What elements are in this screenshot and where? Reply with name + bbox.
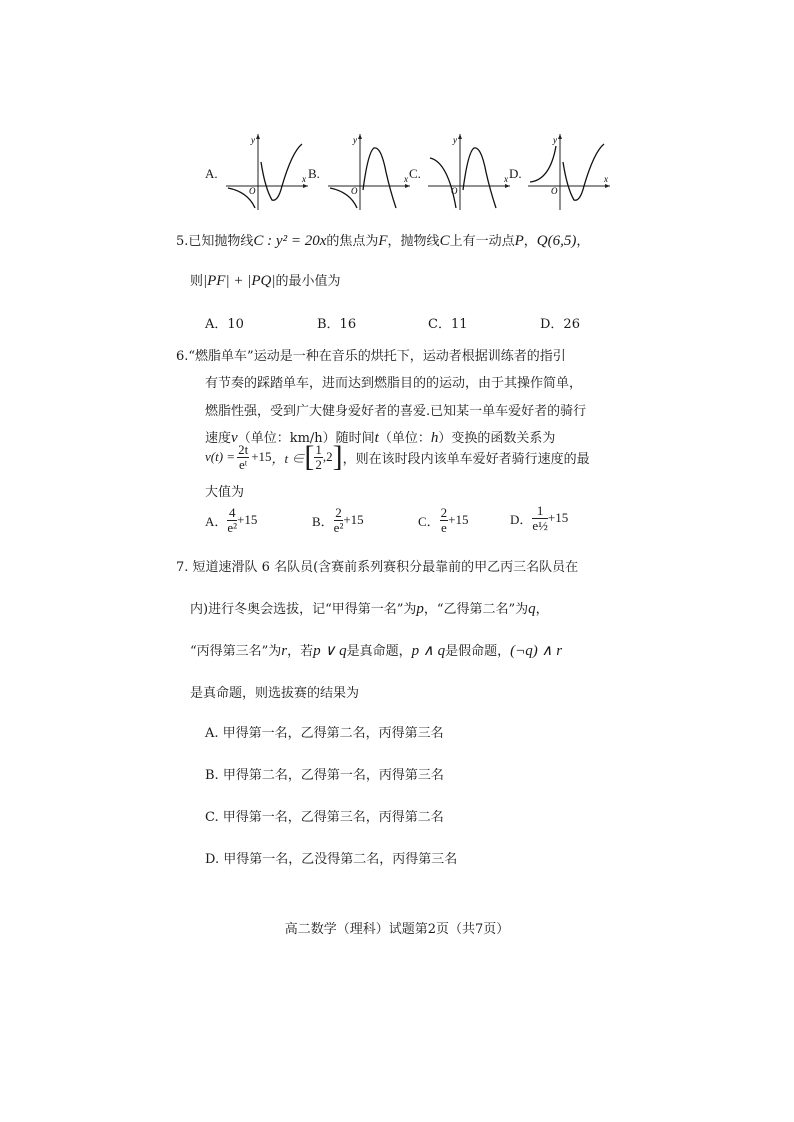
q7-option-a: A. 甲得第一名，乙得第二名，丙得第三名 bbox=[205, 726, 444, 741]
q5-option-d: D．26 bbox=[540, 317, 580, 332]
q5-line-1: 5.已知抛物线C : y² = 20x的焦点为F，抛物线C上有一动点P，Q(6,5)， bbox=[176, 233, 590, 249]
q5-curve: C : y² = 20x bbox=[253, 233, 327, 249]
svg-text:y: y bbox=[251, 135, 255, 145]
q6-interval-left-bracket: [ bbox=[304, 440, 315, 473]
q6-line-2: 有节奏的踩踏单车，进而达到燃脂目的的运动，由于其操作简单， bbox=[205, 376, 583, 391]
q6-option-b: B． $\frac{2}{\text{e²}}$ +15 bbox=[312, 504, 364, 535]
q4-option-b-label: B. bbox=[308, 166, 320, 181]
q4-option-d-label: D. bbox=[509, 166, 522, 181]
q6-line-6: 大值为 bbox=[205, 485, 245, 500]
q6-line-1: 6.“燃脂单车”运动是一种在音乐的烘托下，运动者根据训练者的指引 bbox=[176, 349, 566, 364]
svg-text:O: O bbox=[351, 186, 358, 196]
q7-line-4: 是真命题，则选拔赛的结果为 bbox=[190, 686, 360, 701]
page-footer: 高二数学（理科）试题第2页（共7页） bbox=[284, 922, 510, 937]
q6-function-lhs: v(t) = bbox=[205, 449, 236, 464]
q5-number: 5. bbox=[176, 234, 189, 249]
q5-line-2: 则|PF| + |PQ|的最小值为 bbox=[190, 273, 341, 289]
q6-number: 6. bbox=[176, 349, 189, 364]
q5-option-a: A．10 bbox=[205, 317, 244, 332]
q7-line-3: “丙得第三名”为r，若p ∨ q是真命题，p ∧ q是假命题，(¬q) ∧ r bbox=[190, 643, 563, 659]
q6-option-c: C． $\frac{2}{e}$ +15 bbox=[418, 504, 469, 535]
graph-c-icon bbox=[426, 132, 512, 212]
svg-text:x: x bbox=[604, 174, 608, 184]
q6-line-3: 燃脂性强，受到广大健身爱好者的喜爱.已知某一单车爱好者的骑行 bbox=[205, 404, 587, 419]
q5-expression: |PF| + |PQ| bbox=[203, 273, 276, 289]
q7-line-2: 内)进行冬奥会选拔，记“甲得第一名”为p，“乙得第二名”为q， bbox=[190, 601, 549, 617]
q6-option-d: D． $\frac{1}{\text{e½}}$ +15 bbox=[510, 502, 569, 533]
graph-b-icon bbox=[326, 132, 412, 212]
q4-option-a-label: A. bbox=[205, 166, 218, 181]
svg-text:y: y bbox=[353, 135, 357, 145]
svg-text:y: y bbox=[553, 135, 557, 145]
svg-text:O: O bbox=[249, 186, 256, 196]
svg-text:x: x bbox=[504, 174, 508, 184]
q4-option-c-label: C. bbox=[409, 166, 421, 181]
q6-line-4: 速度v（单位：km/h）随时间t（单位：h）变换的函数关系为 bbox=[205, 430, 556, 446]
q6-function-fraction: $\frac{2t}{\text{eᵗ}}$ bbox=[238, 441, 249, 472]
svg-text:x: x bbox=[302, 174, 306, 184]
svg-text:y: y bbox=[453, 135, 457, 145]
graph-a-icon bbox=[224, 132, 310, 212]
q5-option-b: B．16 bbox=[317, 317, 357, 332]
q7-line-1: 7. 短道速滑队 6 名队员(含赛前系列赛积分最靠前的甲乙丙三名队员在 bbox=[176, 560, 579, 575]
graph-d-icon bbox=[526, 132, 612, 212]
q7-option-c: C. 甲得第一名，乙得第三名，丙得第二名 bbox=[205, 810, 444, 825]
svg-text:O: O bbox=[551, 186, 558, 196]
svg-text:O: O bbox=[451, 186, 458, 196]
svg-text:x: x bbox=[404, 174, 408, 184]
q6-function-line: v(t) = $\frac{2t}{\text{eᵗ}}$ +15 ，t ∈ [ $\frac{1}{2}$ ,2 ] ，则在该时段内该单车爱好者骑行速度的最 bbox=[205, 440, 590, 473]
q5-option-c: C．11 bbox=[428, 317, 468, 332]
q7-option-d: D. 甲得第一名，乙没得第二名，丙得第三名 bbox=[205, 852, 458, 867]
q6-interval-fraction: $\frac{1}{2}$ bbox=[315, 441, 322, 472]
q7-option-b: B. 甲得第二名，乙得第一名，丙得第三名 bbox=[205, 768, 444, 783]
q7-number: 7. bbox=[176, 560, 189, 575]
q6-interval-right-bracket: ] bbox=[332, 440, 343, 473]
q6-option-a: A． $\frac{4}{\text{e²}}$ +15 bbox=[205, 504, 258, 535]
